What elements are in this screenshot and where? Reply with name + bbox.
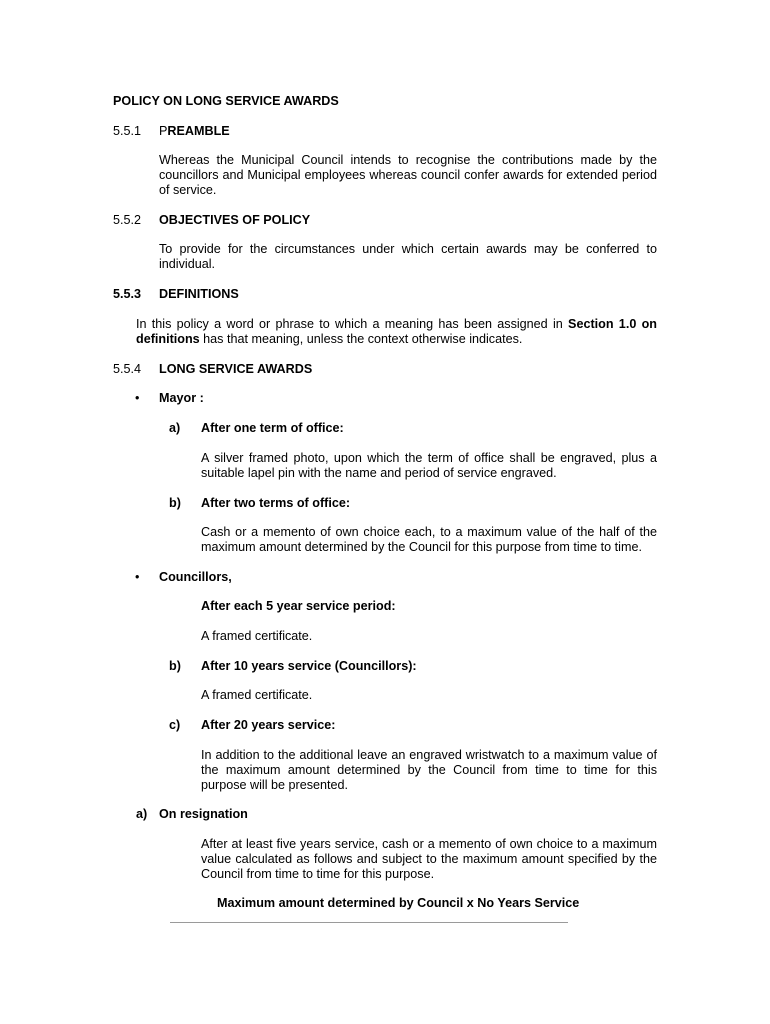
definitions-paragraph [136,317,657,347]
award-heading: After one term of office: [201,421,344,435]
preamble-paragraph: Whereas the Municipal Council intends to recognise the contributions made by the councillors and Municipal employees whereas council confer awards for extended period of service. [159,153,657,197]
item-marker: a) [169,421,181,435]
award-description: A silver framed photo, upon which the term of office shall be engraved, plus a suitable lapel pin with the name and period of service engraved. [201,451,657,480]
bullet-icon: • [135,570,140,584]
section-number-definitions: 5.5.3 [113,287,142,301]
award-description: Cash or a memento of own choice each, to a maximum value of the half of the maximum amount determined by the Council for this purpose from time to time. [201,525,657,554]
heading-prefix: P [159,124,168,138]
award-description: A framed certificate. [201,688,313,702]
item-marker: b) [169,659,181,673]
section-number-objectives: 5.5.2 [113,213,142,227]
item-marker: a) [136,807,148,821]
definitions-text-after: has that meaning, unless the context otherwise indicates. [199,332,523,346]
item-marker: c) [169,718,181,732]
award-heading: After each 5 year service period: [201,599,396,613]
section-heading-long-service: LONG SERVICE AWARDS [159,362,313,376]
section-number-preamble: 5.5.1 [113,124,142,138]
resignation-heading: On resignation [159,807,248,821]
section-heading-definitions: DEFINITIONS [159,287,239,301]
award-heading: After 10 years service (Councillors): [201,659,417,673]
definitions-reference: Section 1.0 on definitions [136,317,657,346]
item-marker: b) [169,496,181,510]
formula-numerator: Maximum amount determined by Council x No Years Service [217,896,580,910]
award-description: In addition to the additional leave an engraved wristwatch to a maximum value of the maximum amount determined by the Council from time to time for this purpose will be presented. [201,748,657,792]
award-heading: After two terms of office: [201,496,351,510]
objectives-paragraph: To provide for the circumstances under which certain awards may be conferred to individual. [159,242,657,271]
award-heading: After 20 years service: [201,718,336,732]
mayor-heading: Mayor : [159,391,204,405]
heading-rest: REAMBLE [167,124,230,138]
bullet-icon: • [135,391,140,405]
section-number-long-service: 5.5.4 [113,362,142,376]
document-title: POLICY ON LONG SERVICE AWARDS [113,94,339,108]
definitions-text-before: In this policy a word or phrase to which a meaning has been assigned in [136,317,569,331]
councillors-heading: Councillors, [159,570,232,584]
fraction-rule [170,922,568,923]
section-heading-objectives: OBJECTIVES OF POLICY [159,213,311,227]
section-heading-preamble [159,124,230,139]
award-description: A framed certificate. [201,629,313,643]
resignation-description: After at least five years service, cash or a memento of own choice to a maximum value calculated as follows and subject to the maximum amount specified by the Council from time to time for this purpose. [201,837,657,881]
